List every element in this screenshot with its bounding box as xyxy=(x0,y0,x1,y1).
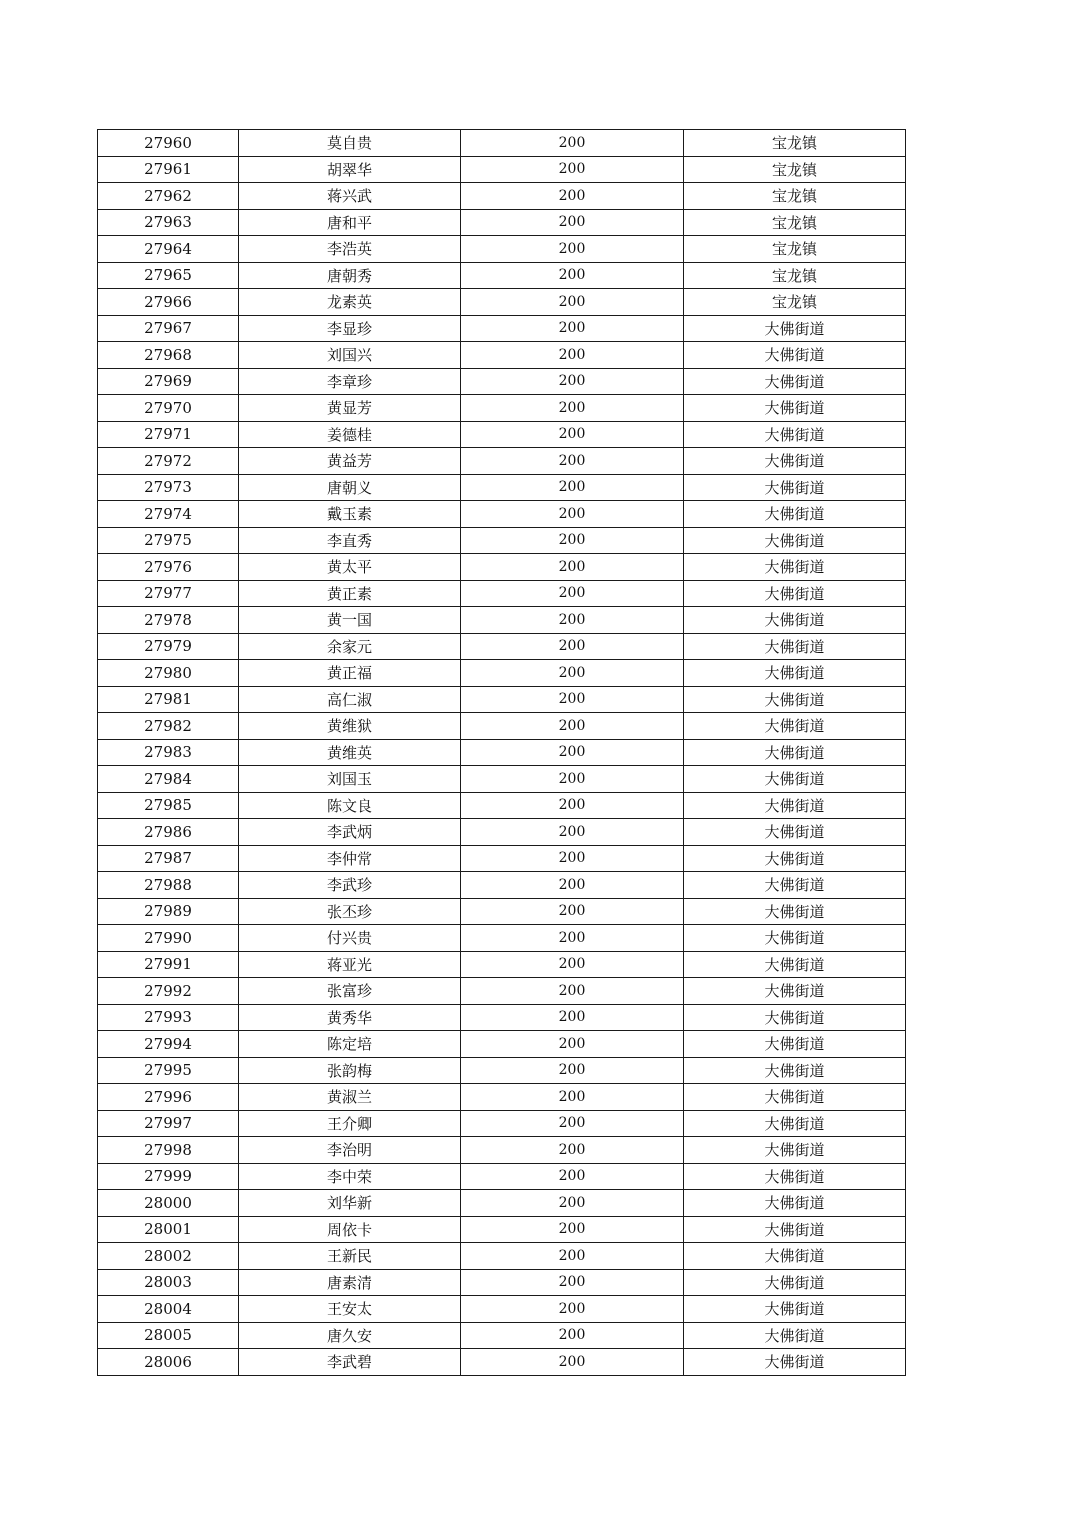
cell-name: 李武珍 xyxy=(239,872,461,899)
cell-name: 黄维英 xyxy=(239,739,461,766)
cell-area: 大佛街道 xyxy=(684,925,906,952)
cell-serial-number: 27969 xyxy=(98,368,239,395)
cell-serial-number: 27995 xyxy=(98,1057,239,1084)
cell-name: 黄太平 xyxy=(239,554,461,581)
cell-serial-number: 28005 xyxy=(98,1322,239,1349)
cell-amount: 200 xyxy=(461,421,684,448)
data-table xyxy=(97,129,906,1376)
table-row xyxy=(98,1190,906,1217)
cell-name: 唐素清 xyxy=(239,1269,461,1296)
cell-area: 大佛街道 xyxy=(684,342,906,369)
cell-serial-number: 27976 xyxy=(98,554,239,581)
cell-name: 黄一国 xyxy=(239,607,461,634)
cell-name: 李武炳 xyxy=(239,819,461,846)
cell-area: 大佛街道 xyxy=(684,448,906,475)
cell-amount: 200 xyxy=(461,607,684,634)
cell-name: 龙素英 xyxy=(239,289,461,316)
table-row xyxy=(98,951,906,978)
table-row xyxy=(98,236,906,263)
cell-amount: 200 xyxy=(461,395,684,422)
cell-area: 大佛街道 xyxy=(684,1031,906,1058)
cell-area: 大佛街道 xyxy=(684,766,906,793)
cell-amount: 200 xyxy=(461,872,684,899)
cell-amount: 200 xyxy=(461,130,684,157)
cell-serial-number: 27993 xyxy=(98,1004,239,1031)
table-row xyxy=(98,1163,906,1190)
cell-name: 莫自贵 xyxy=(239,130,461,157)
cell-serial-number: 27999 xyxy=(98,1163,239,1190)
cell-name: 戴玉素 xyxy=(239,501,461,528)
cell-amount: 200 xyxy=(461,1084,684,1111)
cell-serial-number: 27960 xyxy=(98,130,239,157)
cell-amount: 200 xyxy=(461,554,684,581)
cell-area: 大佛街道 xyxy=(684,819,906,846)
cell-serial-number: 27998 xyxy=(98,1137,239,1164)
table-row xyxy=(98,1269,906,1296)
cell-amount: 200 xyxy=(461,580,684,607)
table-row xyxy=(98,395,906,422)
table-row xyxy=(98,845,906,872)
table-row xyxy=(98,713,906,740)
cell-name: 黄淑兰 xyxy=(239,1084,461,1111)
table-row xyxy=(98,925,906,952)
cell-serial-number: 27978 xyxy=(98,607,239,634)
table-row xyxy=(98,315,906,342)
table-row xyxy=(98,1349,906,1376)
cell-area: 大佛街道 xyxy=(684,1084,906,1111)
cell-name: 李浩英 xyxy=(239,236,461,263)
cell-amount: 200 xyxy=(461,633,684,660)
cell-amount: 200 xyxy=(461,1190,684,1217)
cell-area: 大佛街道 xyxy=(684,421,906,448)
cell-area: 大佛街道 xyxy=(684,1322,906,1349)
cell-serial-number: 27961 xyxy=(98,156,239,183)
table-row xyxy=(98,1216,906,1243)
cell-amount: 200 xyxy=(461,448,684,475)
cell-serial-number: 27968 xyxy=(98,342,239,369)
cell-amount: 200 xyxy=(461,951,684,978)
cell-area: 大佛街道 xyxy=(684,1349,906,1376)
cell-serial-number: 27967 xyxy=(98,315,239,342)
cell-serial-number: 27963 xyxy=(98,209,239,236)
cell-area: 大佛街道 xyxy=(684,474,906,501)
cell-area: 大佛街道 xyxy=(684,792,906,819)
cell-name: 刘华新 xyxy=(239,1190,461,1217)
table-row xyxy=(98,978,906,1005)
table-row xyxy=(98,527,906,554)
cell-name: 黄秀华 xyxy=(239,1004,461,1031)
cell-name: 刘国兴 xyxy=(239,342,461,369)
cell-name: 黄正素 xyxy=(239,580,461,607)
cell-serial-number: 27990 xyxy=(98,925,239,952)
cell-area: 大佛街道 xyxy=(684,898,906,925)
cell-area: 大佛街道 xyxy=(684,527,906,554)
table-row xyxy=(98,633,906,660)
cell-name: 唐和平 xyxy=(239,209,461,236)
cell-amount: 200 xyxy=(461,739,684,766)
table-row xyxy=(98,1031,906,1058)
cell-amount: 200 xyxy=(461,209,684,236)
cell-serial-number: 27983 xyxy=(98,739,239,766)
cell-serial-number: 27991 xyxy=(98,951,239,978)
cell-area: 宝龙镇 xyxy=(684,262,906,289)
cell-amount: 200 xyxy=(461,1243,684,1270)
cell-name: 蒋兴武 xyxy=(239,183,461,210)
cell-serial-number: 28006 xyxy=(98,1349,239,1376)
cell-name: 高仁淑 xyxy=(239,686,461,713)
cell-area: 大佛街道 xyxy=(684,1163,906,1190)
table-row xyxy=(98,156,906,183)
cell-area: 宝龙镇 xyxy=(684,156,906,183)
cell-area: 大佛街道 xyxy=(684,554,906,581)
cell-name: 李治明 xyxy=(239,1137,461,1164)
cell-name: 黄正福 xyxy=(239,660,461,687)
cell-amount: 200 xyxy=(461,1163,684,1190)
cell-name: 李武碧 xyxy=(239,1349,461,1376)
cell-name: 张丕珍 xyxy=(239,898,461,925)
cell-name: 唐朝义 xyxy=(239,474,461,501)
cell-area: 大佛街道 xyxy=(684,1137,906,1164)
cell-amount: 200 xyxy=(461,845,684,872)
cell-area: 大佛街道 xyxy=(684,633,906,660)
cell-area: 大佛街道 xyxy=(684,501,906,528)
cell-amount: 200 xyxy=(461,527,684,554)
table-row xyxy=(98,1004,906,1031)
cell-name: 唐朝秀 xyxy=(239,262,461,289)
cell-amount: 200 xyxy=(461,1137,684,1164)
cell-serial-number: 27974 xyxy=(98,501,239,528)
cell-serial-number: 27977 xyxy=(98,580,239,607)
cell-serial-number: 27965 xyxy=(98,262,239,289)
cell-serial-number: 28003 xyxy=(98,1269,239,1296)
cell-area: 宝龙镇 xyxy=(684,289,906,316)
table-row xyxy=(98,1057,906,1084)
cell-serial-number: 27979 xyxy=(98,633,239,660)
cell-amount: 200 xyxy=(461,156,684,183)
cell-amount: 200 xyxy=(461,792,684,819)
cell-area: 大佛街道 xyxy=(684,872,906,899)
cell-area: 大佛街道 xyxy=(684,1190,906,1217)
cell-amount: 200 xyxy=(461,501,684,528)
cell-name: 李显珍 xyxy=(239,315,461,342)
cell-amount: 200 xyxy=(461,474,684,501)
cell-name: 唐久安 xyxy=(239,1322,461,1349)
cell-serial-number: 27989 xyxy=(98,898,239,925)
cell-serial-number: 27997 xyxy=(98,1110,239,1137)
cell-name: 姜德桂 xyxy=(239,421,461,448)
cell-amount: 200 xyxy=(461,978,684,1005)
cell-name: 王新民 xyxy=(239,1243,461,1270)
cell-name: 刘国玉 xyxy=(239,766,461,793)
cell-serial-number: 27985 xyxy=(98,792,239,819)
table-row xyxy=(98,686,906,713)
table-row xyxy=(98,1084,906,1111)
table-body xyxy=(98,130,906,1376)
cell-serial-number: 27962 xyxy=(98,183,239,210)
cell-amount: 200 xyxy=(461,1296,684,1323)
cell-serial-number: 28001 xyxy=(98,1216,239,1243)
table-row xyxy=(98,474,906,501)
table-row xyxy=(98,792,906,819)
cell-amount: 200 xyxy=(461,819,684,846)
cell-name: 黄益芳 xyxy=(239,448,461,475)
cell-name: 周依卡 xyxy=(239,1216,461,1243)
cell-amount: 200 xyxy=(461,289,684,316)
cell-area: 宝龙镇 xyxy=(684,236,906,263)
table-row xyxy=(98,421,906,448)
table-row xyxy=(98,1322,906,1349)
table-row xyxy=(98,448,906,475)
cell-name: 李章珍 xyxy=(239,368,461,395)
table-row xyxy=(98,607,906,634)
cell-name: 陈定培 xyxy=(239,1031,461,1058)
cell-amount: 200 xyxy=(461,1322,684,1349)
cell-area: 大佛街道 xyxy=(684,660,906,687)
cell-name: 王安太 xyxy=(239,1296,461,1323)
cell-area: 大佛街道 xyxy=(684,1110,906,1137)
cell-name: 胡翠华 xyxy=(239,156,461,183)
table-row xyxy=(98,580,906,607)
cell-amount: 200 xyxy=(461,1110,684,1137)
cell-name: 黄维狱 xyxy=(239,713,461,740)
table-row xyxy=(98,342,906,369)
cell-area: 宝龙镇 xyxy=(684,183,906,210)
table-row xyxy=(98,1110,906,1137)
table-row xyxy=(98,501,906,528)
cell-amount: 200 xyxy=(461,898,684,925)
table-row xyxy=(98,262,906,289)
cell-area: 大佛街道 xyxy=(684,368,906,395)
cell-amount: 200 xyxy=(461,1269,684,1296)
table-row xyxy=(98,1137,906,1164)
cell-amount: 200 xyxy=(461,183,684,210)
cell-serial-number: 27970 xyxy=(98,395,239,422)
cell-area: 宝龙镇 xyxy=(684,130,906,157)
cell-serial-number: 27973 xyxy=(98,474,239,501)
cell-serial-number: 27988 xyxy=(98,872,239,899)
cell-amount: 200 xyxy=(461,1031,684,1058)
cell-area: 大佛街道 xyxy=(684,315,906,342)
cell-area: 大佛街道 xyxy=(684,607,906,634)
cell-area: 大佛街道 xyxy=(684,1296,906,1323)
cell-area: 宝龙镇 xyxy=(684,209,906,236)
cell-serial-number: 28004 xyxy=(98,1296,239,1323)
cell-name: 黄显芳 xyxy=(239,395,461,422)
table-row xyxy=(98,554,906,581)
cell-amount: 200 xyxy=(461,660,684,687)
cell-serial-number: 28002 xyxy=(98,1243,239,1270)
cell-area: 大佛街道 xyxy=(684,951,906,978)
cell-serial-number: 27980 xyxy=(98,660,239,687)
cell-name: 王介卿 xyxy=(239,1110,461,1137)
cell-amount: 200 xyxy=(461,686,684,713)
cell-area: 大佛街道 xyxy=(684,1216,906,1243)
table-row xyxy=(98,368,906,395)
cell-serial-number: 27984 xyxy=(98,766,239,793)
cell-amount: 200 xyxy=(461,1349,684,1376)
table-row xyxy=(98,660,906,687)
cell-amount: 200 xyxy=(461,1004,684,1031)
cell-name: 李中荣 xyxy=(239,1163,461,1190)
cell-name: 蒋亚光 xyxy=(239,951,461,978)
cell-amount: 200 xyxy=(461,1057,684,1084)
cell-amount: 200 xyxy=(461,713,684,740)
cell-name: 余家元 xyxy=(239,633,461,660)
cell-area: 大佛街道 xyxy=(684,1243,906,1270)
cell-area: 大佛街道 xyxy=(684,845,906,872)
cell-serial-number: 27994 xyxy=(98,1031,239,1058)
cell-amount: 200 xyxy=(461,315,684,342)
cell-area: 大佛街道 xyxy=(684,739,906,766)
table-row xyxy=(98,872,906,899)
cell-name: 陈文良 xyxy=(239,792,461,819)
cell-name: 李仲常 xyxy=(239,845,461,872)
cell-area: 大佛街道 xyxy=(684,580,906,607)
cell-serial-number: 27966 xyxy=(98,289,239,316)
cell-amount: 200 xyxy=(461,236,684,263)
table-row xyxy=(98,209,906,236)
cell-amount: 200 xyxy=(461,262,684,289)
cell-serial-number: 27987 xyxy=(98,845,239,872)
cell-amount: 200 xyxy=(461,368,684,395)
cell-area: 大佛街道 xyxy=(684,1057,906,1084)
cell-name: 李直秀 xyxy=(239,527,461,554)
table-row xyxy=(98,289,906,316)
cell-area: 大佛街道 xyxy=(684,1004,906,1031)
cell-amount: 200 xyxy=(461,925,684,952)
cell-serial-number: 27972 xyxy=(98,448,239,475)
cell-area: 大佛街道 xyxy=(684,978,906,1005)
table-row xyxy=(98,819,906,846)
cell-name: 付兴贵 xyxy=(239,925,461,952)
table-row xyxy=(98,130,906,157)
table-row xyxy=(98,766,906,793)
table-row xyxy=(98,739,906,766)
cell-serial-number: 27992 xyxy=(98,978,239,1005)
cell-area: 大佛街道 xyxy=(684,713,906,740)
cell-name: 张韵梅 xyxy=(239,1057,461,1084)
cell-amount: 200 xyxy=(461,1216,684,1243)
cell-serial-number: 28000 xyxy=(98,1190,239,1217)
cell-area: 大佛街道 xyxy=(684,395,906,422)
table-row xyxy=(98,898,906,925)
cell-area: 大佛街道 xyxy=(684,686,906,713)
cell-area: 大佛街道 xyxy=(684,1269,906,1296)
cell-serial-number: 27996 xyxy=(98,1084,239,1111)
table-row xyxy=(98,1243,906,1270)
cell-amount: 200 xyxy=(461,342,684,369)
cell-amount: 200 xyxy=(461,766,684,793)
table-row xyxy=(98,183,906,210)
cell-serial-number: 27981 xyxy=(98,686,239,713)
cell-serial-number: 27986 xyxy=(98,819,239,846)
cell-serial-number: 27971 xyxy=(98,421,239,448)
cell-serial-number: 27982 xyxy=(98,713,239,740)
cell-name: 张富珍 xyxy=(239,978,461,1005)
table-row xyxy=(98,1296,906,1323)
cell-serial-number: 27964 xyxy=(98,236,239,263)
cell-serial-number: 27975 xyxy=(98,527,239,554)
